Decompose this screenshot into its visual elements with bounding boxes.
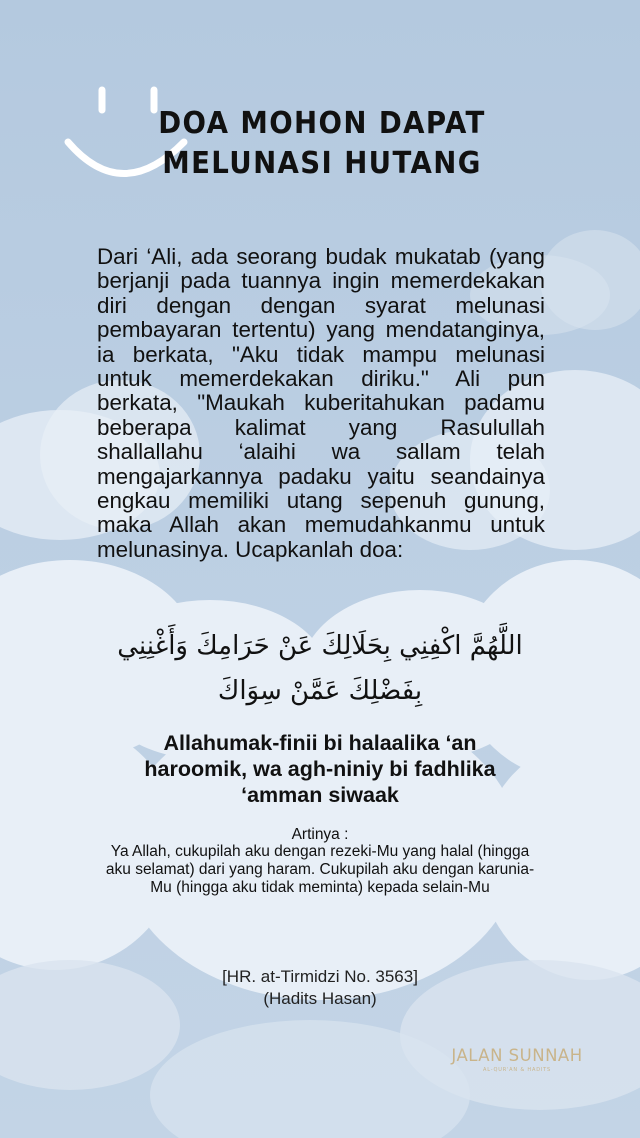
brand-logo xyxy=(446,1046,588,1074)
hadith-reference xyxy=(0,966,640,1010)
reference-grade: (Hadits Hasan) xyxy=(263,989,377,1008)
transliteration: Allahumak-finii bi halaalika ‘an haroomik, wa agh-niniy bi fadhlika ‘amman siwaak xyxy=(144,731,496,807)
arabic-doa: اللَّهُمَّ اكْفِنِي بِحَلَالِكَ عَنْ حَرَامِكَ وَأَغْنِنِي بِفَضْلِكَ عَمَّنْ سِوَاكَ xyxy=(117,631,523,706)
title-line-2: MELUNASI HUTANG xyxy=(162,146,482,181)
meaning-label: Artinya : xyxy=(291,826,349,843)
reference-source: [HR. at-Tirmidzi No. 3563] xyxy=(222,967,418,986)
meaning-text: Ya Allah, cukupilah aku dengan rezeki-Mu yang halal (hingga aku selamat) dari yang haram. Cukupilah aku dengan karunia-Mu (hingga aku tidak meminta) kepada selain-Mu xyxy=(105,843,535,897)
page-title xyxy=(0,104,640,184)
logo-name: JALAN SUNNAH xyxy=(451,1046,583,1065)
hadith-narration: Dari ‘Ali, ada seorang budak mukatab (yang berjanji pada tuannya ingin memerdekakan diri dengan dengan syarat melunasi pembayaran tertentu) yang mendatanginya, ia berkata, "Aku tidak mampu melunasi untuk memerdekakan diriku." Ali pun berkata, "Maukah kuberitahukan padamu beberapa kalimat yang Rasulullah shallallahu ‘alaihi wa sallam telah mengajarkannya padaku yaitu seandainya engkau memiliki utang sepenuh gunung, maka Allah akan memudahkanmu untuk melunasinya. Ucapkanlah doa: xyxy=(97,244,545,562)
logo-tagline: AL-QUR'AN & HADITS xyxy=(483,1067,551,1073)
title-line-1: DOA MOHON DAPAT xyxy=(158,106,486,141)
